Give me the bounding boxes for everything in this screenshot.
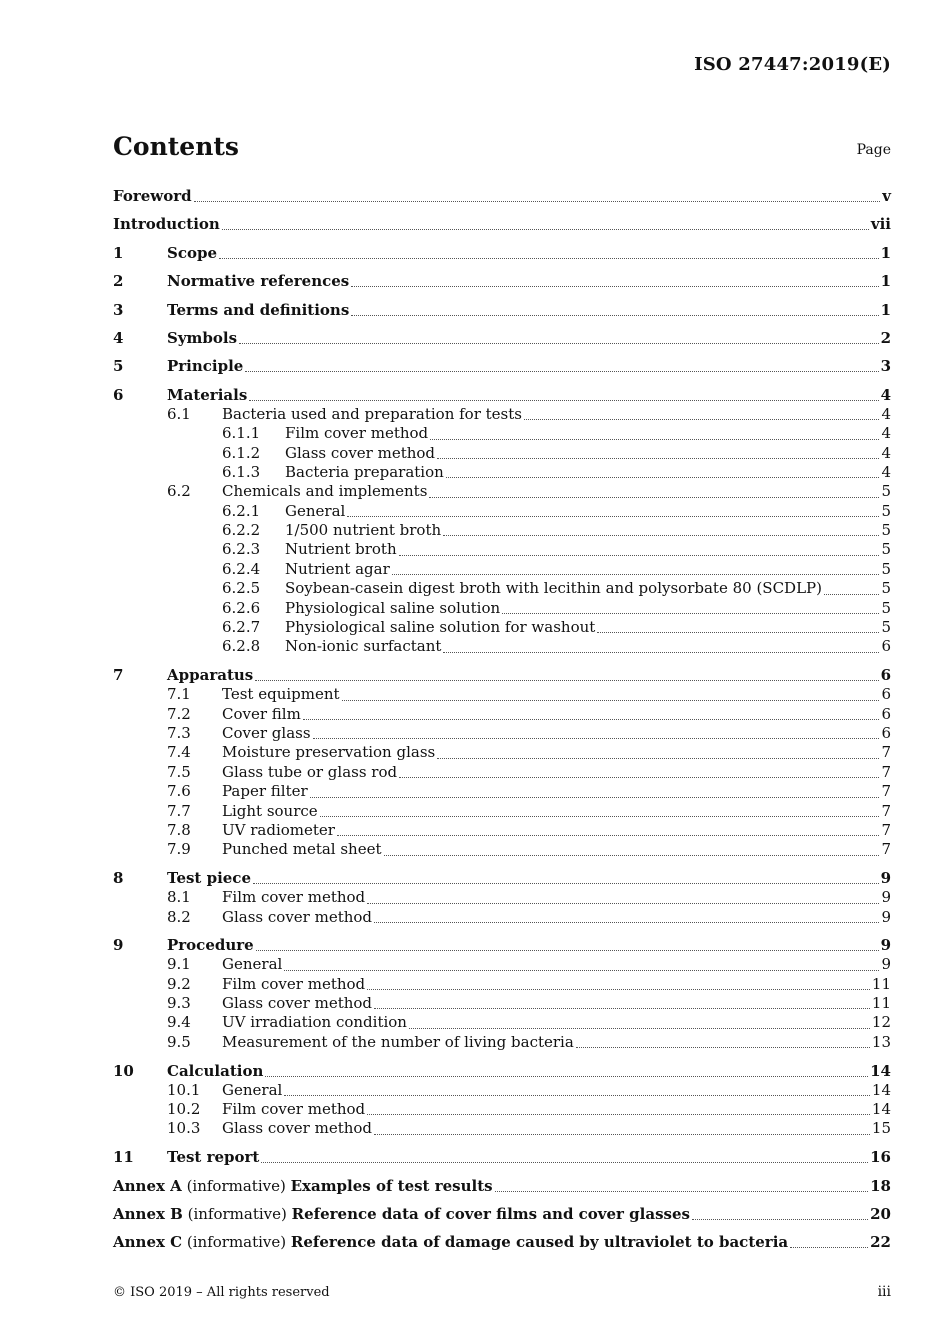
toc-entry-title [285,463,444,482]
toc-entry-number: 8.1 [167,888,191,907]
toc-entry-title [222,908,372,927]
dot-leader [824,594,879,595]
annex-type-label: (informative) [182,1204,292,1223]
toc-entry-number: 9.5 [167,1032,191,1051]
toc-entry[interactable] [113,482,891,501]
toc-entry[interactable] [113,743,891,762]
toc-entry-title [167,356,243,376]
toc-entry-label: Film cover method [222,974,366,993]
toc-entry-title [285,618,595,637]
toc-entry[interactable] [113,994,891,1013]
toc-entry[interactable] [113,908,891,927]
toc-entry-page: 3 [880,357,891,376]
toc-entry-page: 6 [880,666,891,685]
toc-entry-page: v [882,187,891,205]
toc-entry-number: 6.1.3 [222,462,261,481]
toc-entry[interactable] [113,560,891,579]
toc-entry-page: 6 [881,637,891,656]
dot-leader [219,258,879,259]
toc-entry[interactable] [113,618,891,637]
dot-leader [284,970,879,971]
toc-entry[interactable] [113,463,891,482]
dot-leader [310,797,880,798]
dot-leader [692,1219,868,1220]
toc-entry-label: Physiological saline solution [285,598,501,617]
toc-entry-label: Test piece [167,869,251,888]
toc-entry-page: 4 [881,424,891,443]
document-code: ISO 27447:2019(E) [694,54,891,75]
dot-leader [576,1047,870,1048]
toc-entry[interactable] [113,840,891,859]
toc-entry-number: 9.3 [167,994,191,1013]
toc-entry-title [222,802,318,821]
toc-entry-title [167,935,254,955]
toc-entry-label: Glass cover method [222,1119,373,1138]
toc-entry-page: 14 [870,1061,891,1080]
toc-entry-label: Film cover method [222,1100,366,1119]
toc-entry-label: 1/500 nutrient broth [285,521,442,540]
toc-entry-page: 20 [870,1204,891,1223]
toc-entry-page: 7 [881,743,891,762]
dot-leader [256,950,879,951]
toc-entry-number: 9.2 [167,974,191,993]
toc-entry[interactable] [113,263,891,291]
toc-entry-title [113,186,192,206]
dot-leader [253,883,879,884]
dot-leader [367,989,870,990]
dot-leader [446,477,880,478]
dot-leader [502,613,879,614]
toc-entry-number: 4 [113,328,124,347]
toc-entry-label: Nutrient broth [285,540,397,559]
toc-entry-page: 13 [871,1032,891,1051]
toc-entry[interactable] [113,1033,891,1052]
toc-entry[interactable] [113,888,891,907]
toc-entry-label: Film cover method [222,888,366,907]
toc-entry-label: Glass tube or glass rod [222,762,398,781]
toc-entry-number: 7 [113,666,124,685]
toc-entry[interactable] [113,955,891,974]
toc-entry[interactable] [113,637,891,656]
toc-entry-page: 6 [881,685,891,704]
toc-entry-page: 7 [881,801,891,820]
toc-entry-number: 3 [113,300,124,319]
dot-leader [524,419,879,420]
toc-entry-title [222,482,427,501]
toc-entry-page: 9 [881,955,891,974]
toc-entry-number: 2 [113,272,124,291]
toc-entry-label: Annex C [113,1233,183,1252]
toc-entry[interactable] [113,1100,891,1119]
annex-title: Reference data of damage caused by ultraviolet to bacteria [290,1233,789,1252]
toc-entry[interactable] [113,206,891,234]
toc-entry-page: 18 [870,1176,891,1195]
toc-entry-label: Terms and definitions [167,300,350,319]
toc-entry-number: 8.2 [167,907,191,926]
dot-leader [303,719,880,720]
toc-entry-title [167,385,247,405]
dot-leader [429,497,879,498]
toc-entry-title [167,271,349,291]
toc-entry-label: Bacteria used and preparation for tests [222,404,522,423]
toc-entry-title [285,637,441,656]
toc-entry-number: 6.1.1 [222,424,261,443]
toc-entry-page: 5 [881,559,891,578]
toc-entry-number: 9.4 [167,1013,191,1032]
toc-entry[interactable] [113,1081,891,1100]
toc-entry[interactable] [113,234,891,262]
toc-entry[interactable] [113,1224,891,1252]
toc-entry-page: 5 [881,598,891,617]
toc-entry[interactable] [113,685,891,704]
dot-leader [409,1028,870,1029]
toc-entry-title [167,328,237,348]
toc-entry-page: 9 [880,936,891,955]
toc-entry-label: Procedure [167,936,254,955]
toc-entry-label: Glass cover method [222,994,373,1013]
toc-entry-title [222,1013,407,1032]
toc-entry-number: 7.2 [167,704,191,723]
toc-entry-number: 8 [113,869,124,888]
toc-entry-label: UV radiometer [222,820,335,839]
toc-entry-label: Test report [167,1148,260,1167]
toc-entry-page: 6 [881,704,891,723]
toc-entry-title [222,975,365,994]
toc-entry-label: General [285,501,346,520]
toc-entry-title [222,782,308,801]
toc-entry[interactable] [113,763,891,782]
toc-entry[interactable] [113,599,891,618]
toc-entry-page: 4 [881,404,891,423]
toc-entry-title [285,424,428,443]
toc-entry[interactable] [113,975,891,994]
annex-type-label: (informative) [182,1233,291,1252]
toc-entry[interactable] [113,705,891,724]
toc-entry-page: 7 [881,762,891,781]
toc-entry-number: 9.1 [167,955,191,974]
toc-entry-number: 6.2.6 [222,598,261,617]
annex-title: Examples of test results [290,1176,493,1195]
toc-entry-number: 6.1 [167,404,191,423]
dot-leader [597,632,879,633]
toc-entry-page: 4 [881,462,891,481]
toc-entry[interactable] [113,1139,891,1167]
toc-entry-page: 2 [880,328,891,347]
toc-entry-page: 7 [881,840,891,859]
dot-leader [443,652,879,653]
toc-entry-page: 16 [870,1148,891,1167]
toc-entry-title [113,1176,493,1196]
toc-entry-label: Scope [167,243,218,262]
toc-entry-page: 5 [881,540,891,559]
toc-entry-page: 4 [881,443,891,462]
toc-entry-number: 7.9 [167,840,191,859]
dot-leader [374,1008,870,1009]
toc-entry-label: Principle [167,357,244,376]
toc-entry-number: 6.2.2 [222,521,261,540]
table-of-contents [113,186,891,1252]
dot-leader [351,286,878,287]
dot-leader [384,855,880,856]
toc-entry-label: UV irradiation condition [222,1013,407,1032]
toc-entry[interactable] [113,927,891,955]
toc-entry-page: 5 [881,618,891,637]
toc-entry-title [285,444,435,463]
toc-entry-page: vii [870,215,891,234]
toc-entry-title [285,540,397,559]
toc-entry-title [285,560,390,579]
toc-entry-number: 7.1 [167,685,191,704]
toc-entry-number: 11 [113,1148,134,1167]
dot-leader [249,400,878,401]
dot-leader [399,777,879,778]
dot-leader [342,700,880,701]
toc-entry-page: 7 [881,782,891,801]
page-title: Contents [113,132,240,161]
dot-leader [392,574,880,575]
dot-leader [351,315,878,316]
toc-entry-label: Punched metal sheet [222,840,382,859]
toc-entry-number: 7.6 [167,782,191,801]
toc-entry[interactable] [113,376,891,404]
toc-entry[interactable] [113,657,891,685]
toc-entry[interactable] [113,1013,891,1032]
dot-leader [194,201,881,202]
dot-leader [367,903,879,904]
toc-entry-page: 9 [881,888,891,907]
toc-entry[interactable] [113,540,891,559]
toc-entry-label: Moisture preservation glass [222,743,436,762]
title-row [113,132,891,166]
toc-entry-page: 14 [871,1100,891,1119]
toc-entry-label: Glass cover method [222,907,373,926]
toc-entry-title [222,840,382,859]
toc-entry-number: 6.2 [167,482,191,501]
toc-entry[interactable] [113,348,891,376]
toc-entry[interactable] [113,424,891,443]
toc-entry-page: 5 [881,482,891,501]
toc-entry[interactable] [113,802,891,821]
toc-entry-page: 9 [880,869,891,888]
toc-entry[interactable] [113,444,891,463]
toc-entry-page: 6 [881,723,891,742]
toc-entry[interactable] [113,521,891,540]
dot-leader [261,1162,868,1163]
copyright-notice: © ISO 2019 – All rights reserved [113,1285,330,1300]
toc-entry-label: Physiological saline solution for washout [285,618,596,637]
toc-entry[interactable] [113,724,891,743]
toc-entry-title [285,579,822,598]
toc-entry-title [222,1081,282,1100]
dot-leader [790,1247,868,1248]
toc-entry-label: Non-ionic surfactant [285,637,442,656]
toc-entry-title [222,1119,372,1138]
toc-entry-title [285,521,441,540]
toc-entry-label: Light source [222,801,318,820]
toc-entry-title [167,243,217,263]
toc-entry-label: Test equipment [222,685,340,704]
dot-leader [245,371,878,372]
toc-entry-page: 12 [871,1013,891,1032]
page-number: iii [877,1284,891,1300]
toc-entry-title [222,405,522,424]
toc-entry-number: 9 [113,936,124,955]
toc-entry-number: 6.2.8 [222,637,261,656]
toc-entry-title [222,763,397,782]
dot-leader [437,758,879,759]
toc-entry[interactable] [113,579,891,598]
toc-entry-title [222,705,301,724]
toc-entry-title [222,888,365,907]
dot-leader [367,1114,870,1115]
toc-entry-label: Soybean-casein digest broth with lecithin and polysorbate 80 (SCDLP) [285,579,822,598]
toc-entry-label: Foreword [113,187,192,205]
toc-entry-label: Chemicals and implements [222,482,428,501]
toc-entry-number: 7.5 [167,762,191,781]
toc-entry-page: 11 [871,974,891,993]
toc-entry-label: Symbols [167,328,238,347]
toc-entry-label: Annex B [113,1204,183,1223]
toc-entry-label: Nutrient agar [285,559,390,578]
toc-entry[interactable] [113,860,891,888]
dot-leader [222,229,869,230]
toc-entry-label: Cover glass [222,723,311,742]
toc-entry-page: 14 [871,1080,891,1099]
toc-entry-title [285,599,500,618]
toc-entry[interactable] [113,291,891,319]
dot-leader [495,1191,869,1192]
dot-leader [347,516,879,517]
toc-entry-number: 6.2.3 [222,540,261,559]
dot-leader [239,343,879,344]
toc-entry-page: 22 [870,1233,891,1252]
toc-entry-number: 6 [113,385,124,404]
toc-entry-label: Introduction [113,215,220,234]
toc-entry-label: Glass cover method [285,443,436,462]
toc-entry-number: 1 [113,243,124,262]
toc-entry-label: General [222,1080,283,1099]
toc-entry-number: 10.3 [167,1119,201,1138]
toc-entry-number: 7.8 [167,820,191,839]
toc-entry-page: 1 [880,243,891,262]
toc-entry[interactable] [113,502,891,521]
toc-entry-title [222,955,282,974]
dot-leader [255,680,878,681]
toc-entry-number: 10.2 [167,1100,201,1119]
toc-entry-label: Bacteria preparation [285,462,444,481]
toc-entry-label: Measurement of the number of living bacteria [222,1032,574,1051]
toc-entry-title [113,1204,690,1224]
toc-entry-page: 9 [881,907,891,926]
dot-leader [320,816,880,817]
dot-leader [374,1134,870,1135]
toc-entry-number: 6.2.7 [222,618,261,637]
dot-leader [284,1095,870,1096]
toc-entry[interactable] [113,821,891,840]
toc-entry-label: General [222,955,283,974]
toc-entry[interactable] [113,320,891,348]
toc-entry-page: 7 [881,820,891,839]
toc-entry-label: Apparatus [167,666,254,685]
toc-entry[interactable] [113,405,891,424]
toc-entry-number: 7.4 [167,743,191,762]
toc-entry-page: 1 [880,272,891,291]
toc-entry-number: 5 [113,357,124,376]
toc-entry-title [167,1061,263,1081]
toc-entry-title [222,743,435,762]
toc-entry-title [285,502,345,521]
toc-entry-page: 5 [881,579,891,598]
toc-entry-title [222,685,340,704]
toc-entry-title [113,1232,788,1252]
toc-entry[interactable] [113,1052,891,1080]
toc-entry[interactable] [113,1196,891,1224]
dot-leader [437,458,879,459]
toc-entry-page: 15 [871,1119,891,1138]
dot-leader [337,835,879,836]
dot-leader [399,555,880,556]
toc-entry-label: Normative references [167,272,350,291]
toc-entry[interactable] [113,1119,891,1138]
annex-type-label: (informative) [181,1176,291,1195]
toc-entry-number: 6.1.2 [222,443,261,462]
toc-entry-page: 4 [880,385,891,404]
toc-entry-number: 7.3 [167,723,191,742]
dot-leader [443,535,879,536]
toc-entry-title [167,1147,259,1167]
annex-title: Reference data of cover films and cover glasses [291,1204,690,1223]
toc-entry-number: 6.2.5 [222,579,261,598]
toc-entry[interactable] [113,1167,891,1195]
toc-entry-page: 5 [881,501,891,520]
toc-entry-label: Film cover method [285,424,429,443]
toc-entry-label: Cover film [222,704,301,723]
dot-leader [313,738,880,739]
toc-entry-number: 10.1 [167,1080,201,1099]
dot-leader [374,922,879,923]
toc-entry-page: 5 [881,521,891,540]
toc-entry-title [113,214,220,234]
toc-entry[interactable] [113,782,891,801]
toc-entry[interactable] [113,186,891,206]
toc-entry-label: Annex A [113,1176,182,1195]
dot-leader [430,439,879,440]
toc-entry-number: 10 [113,1061,134,1080]
toc-entry-title [222,821,335,840]
dot-leader [265,1076,868,1077]
toc-entry-label: Calculation [167,1061,264,1080]
toc-entry-title [222,1100,365,1119]
toc-entry-title [167,300,349,320]
toc-entry-title [222,994,372,1013]
toc-entry-number: 7.7 [167,801,191,820]
toc-entry-label: Materials [167,385,248,404]
toc-entry-title [222,1033,574,1052]
toc-entry-page: 1 [880,300,891,319]
toc-entry-title [167,868,251,888]
toc-entry-label: Paper filter [222,782,308,801]
toc-entry-title [222,724,311,743]
toc-entry-number: 6.2.4 [222,559,261,578]
toc-entry-title [167,665,253,685]
toc-entry-page: 11 [871,994,891,1013]
page-column-label: Page [856,142,891,158]
toc-entry-number: 6.2.1 [222,501,261,520]
